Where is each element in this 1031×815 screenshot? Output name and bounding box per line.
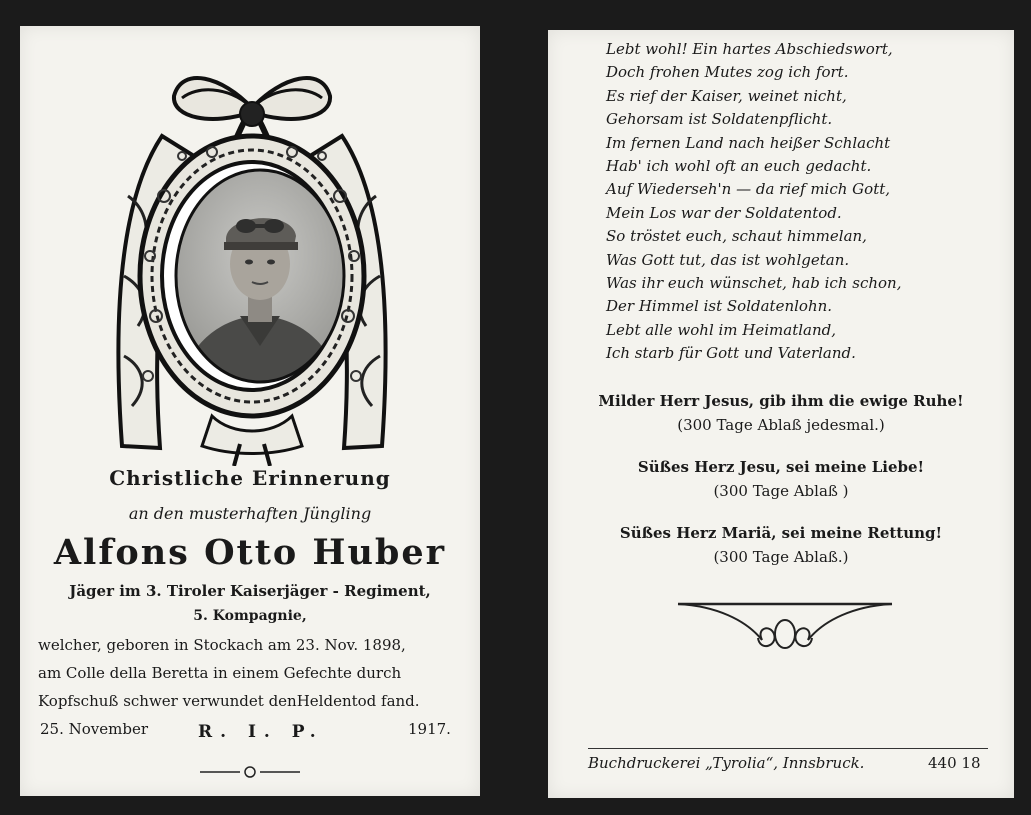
- death-date-day: 25. November: [40, 720, 149, 738]
- poem-line: Doch frohen Mutes zog ich fort.: [606, 63, 849, 82]
- biography-line: Kopfschuß schwer verwundet denHeldentod fand.: [38, 692, 420, 710]
- biography-line: welcher, geboren in Stockach am 23. Nov. 1898,: [38, 636, 406, 654]
- regiment-line: Jäger im 3. Tiroler Kaiserjäger - Regiment,: [69, 582, 431, 600]
- memorial-card-back: [548, 30, 1014, 798]
- poem-line: Gehorsam ist Soldatenpflicht.: [606, 110, 833, 129]
- poem-line: Was Gott tut, das ist wohlgetan.: [606, 250, 850, 269]
- memorial-intro: an den musterhaften Jüngling: [128, 504, 372, 523]
- poem-line: Mein Los war der Soldatentod.: [606, 203, 842, 222]
- printer-imprint: Buchdruckerei „Tyrolia“, Innsbruck.: [588, 754, 865, 772]
- memorial-heading: Christliche Erinnerung: [109, 466, 391, 490]
- print-number: 440 18: [928, 754, 981, 772]
- company-line: 5. Kompagnie,: [193, 608, 307, 624]
- prayer-line: Milder Herr Jesus, gib ihm die ewige Ruhe!: [598, 392, 964, 410]
- poem-line: Ich starb für Gott und Vaterland.: [606, 344, 856, 363]
- death-date-year: 1917.: [408, 720, 451, 738]
- rip-inscription: R. I. P.: [198, 722, 324, 742]
- indulgence-note: (300 Tage Ablaß jedesmal.): [677, 416, 885, 434]
- poem-line: Auf Wiederseh'n — da rief mich Gott,: [606, 180, 891, 199]
- farewell-poem: [606, 38, 996, 365]
- poem-line: Der Himmel ist Soldatenlohn.: [606, 297, 833, 316]
- indulgence-note: (300 Tage Ablaß ): [713, 482, 849, 500]
- divider-ornament: [200, 762, 300, 782]
- deceased-name: Alfons Otto Huber: [53, 532, 447, 573]
- poem-line: Lebt wohl! Ein hartes Abschiedswort,: [606, 40, 893, 58]
- poem-line: Im fernen Land nach heißer Schlacht: [606, 133, 891, 152]
- indulgence-note: (300 Tage Ablaß.): [713, 548, 849, 566]
- poem-line: Was ihr euch wünschet, hab ich schon,: [606, 273, 902, 292]
- portrait-photo: [170, 166, 350, 386]
- prayer-line: Süßes Herz Jesu, sei meine Liebe!: [637, 458, 925, 476]
- prayer-line: Süßes Herz Mariä, sei meine Rettung!: [619, 524, 943, 542]
- poem-line: So tröstet euch, schaut himmelan,: [606, 227, 867, 246]
- printer-rule: [588, 748, 988, 749]
- memorial-card-front: [20, 26, 480, 796]
- flourish-ornament: [676, 600, 894, 660]
- biography-line: am Colle della Beretta in einem Gefechte durch: [38, 664, 402, 682]
- poem-line: Lebt alle wohl im Heimatland,: [606, 320, 837, 339]
- poem-line: Hab' ich wohl oft an euch gedacht.: [606, 156, 872, 175]
- poem-line: Es rief der Kaiser, weinet nicht,: [606, 86, 847, 105]
